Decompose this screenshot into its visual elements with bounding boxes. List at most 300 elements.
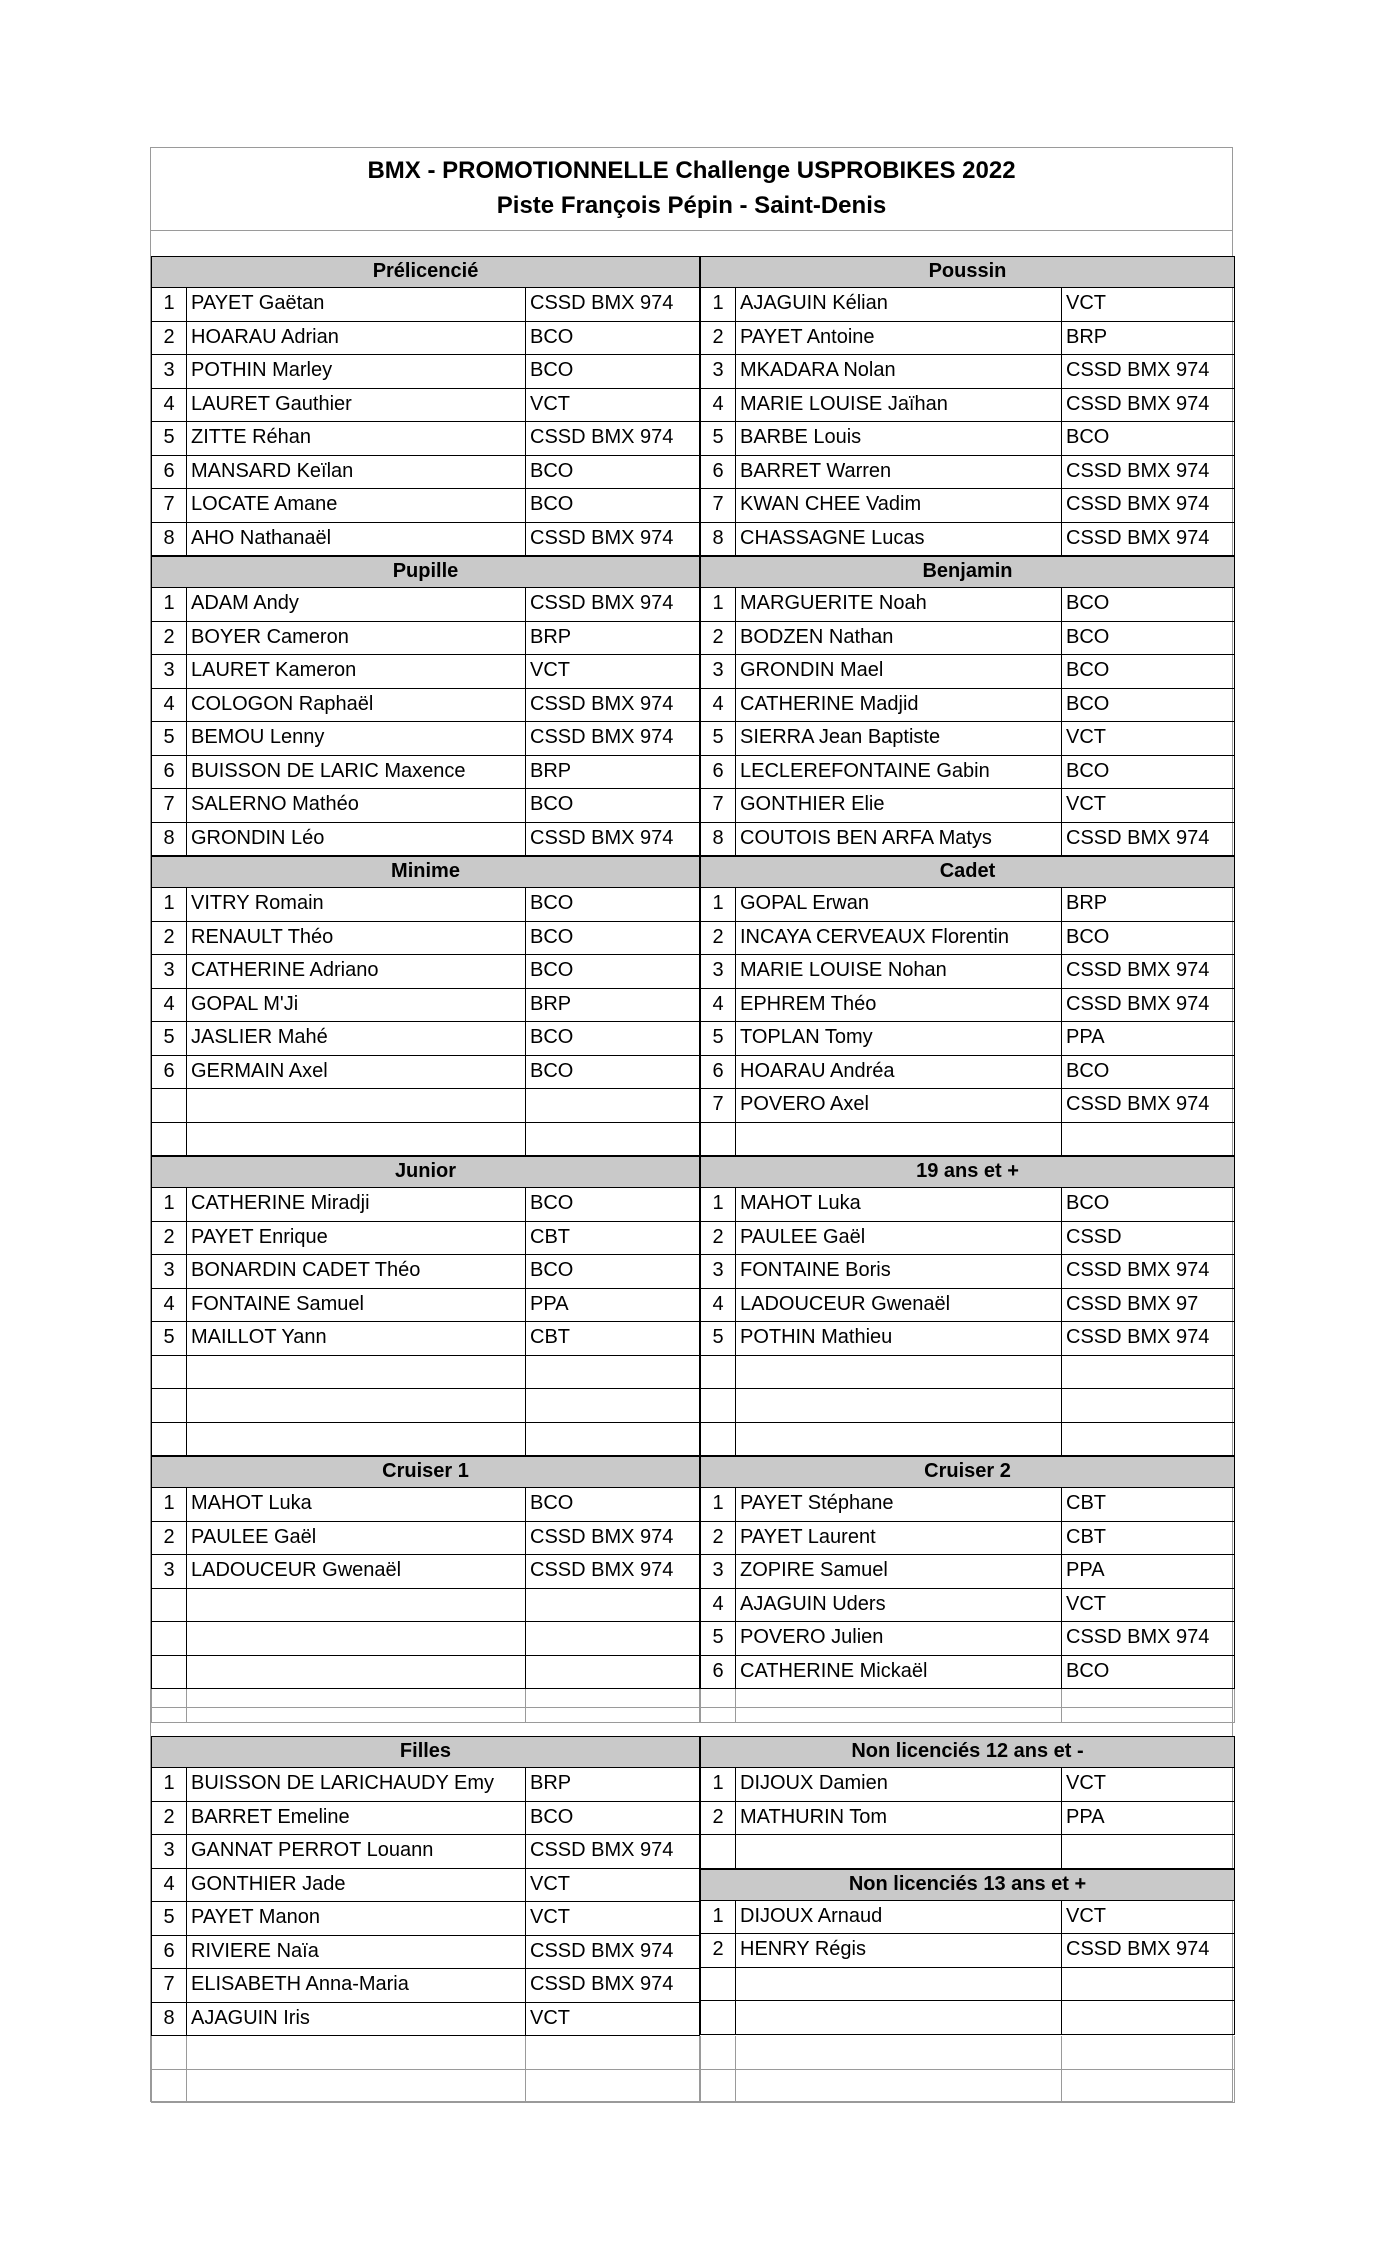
empty-row <box>151 1589 700 1623</box>
empty-row <box>151 2036 700 2070</box>
club-cell: CSSD BMX 974 <box>1066 459 1210 482</box>
club-cell: BCO <box>530 1026 574 1048</box>
rank-cell: 2 <box>152 1222 187 1255</box>
rank-cell <box>152 1589 187 1622</box>
club-cell: VCT <box>530 1872 570 1895</box>
rank-cell: 2 <box>701 1522 736 1555</box>
rider-name-cell: BONARDIN CADET Théo <box>187 1255 526 1288</box>
club-cell: CSSD BMX 974 <box>530 292 674 314</box>
empty-row <box>151 1689 700 1723</box>
empty-row <box>700 1123 1235 1157</box>
club-cell: CSSD BMX 974 <box>530 692 674 715</box>
rank-cell <box>701 1389 736 1422</box>
rank-cell <box>152 1689 187 1722</box>
club-cell: BCO <box>530 325 574 348</box>
club-cell: CSSD BMX 974 <box>1066 1326 1210 1348</box>
rank-cell: 3 <box>701 955 736 988</box>
rank-cell: 7 <box>152 1969 187 2002</box>
table-row <box>700 823 1235 857</box>
club-cell: BCO <box>530 459 574 482</box>
rider-name-cell: BODZEN Nathan <box>736 622 1062 655</box>
table-row <box>700 922 1235 956</box>
rider-name-cell: CHASSAGNE Lucas <box>736 523 1062 556</box>
club-cell: BCO <box>530 1192 574 1214</box>
table-row <box>151 355 700 389</box>
rank-cell <box>152 1356 187 1389</box>
table-row <box>700 1188 1235 1222</box>
rider-name-cell: GRONDIN Léo <box>187 823 526 856</box>
rider-name-cell <box>736 1423 1062 1456</box>
divider <box>151 230 1232 231</box>
club-cell <box>1062 2036 1234 2069</box>
rank-cell: 6 <box>701 756 736 789</box>
club-cell: VCT <box>1066 1592 1106 1615</box>
rank-cell <box>701 1423 736 1456</box>
category-header: 19 ans et + <box>700 1156 1235 1188</box>
rider-name-cell: MAHOT Luka <box>187 1488 526 1521</box>
table-row <box>700 288 1235 322</box>
empty-row <box>700 1423 1235 1457</box>
table-row <box>700 389 1235 423</box>
rank-cell <box>701 1835 736 1868</box>
category-header: Non licenciés 13 ans et + <box>700 1869 1235 1901</box>
rider-name-cell <box>187 1423 526 1456</box>
club-cell: CBT <box>530 1225 570 1248</box>
rider-name-cell: PAYET Manon <box>187 1902 526 1935</box>
empty-row <box>151 2070 700 2104</box>
rank-cell: 5 <box>701 1022 736 1055</box>
empty-row <box>151 1123 700 1157</box>
rider-name-cell: LAURET Kameron <box>187 655 526 688</box>
rider-name-cell: POVERO Axel <box>736 1089 1062 1122</box>
category-header: Filles <box>151 1736 700 1768</box>
page-subtitle: Piste François Pépin - Saint-Denis <box>496 192 887 219</box>
table-row <box>151 288 700 322</box>
rider-name-cell: PAULEE Gaël <box>736 1222 1062 1255</box>
rank-cell: 5 <box>701 1622 736 1655</box>
rank-cell <box>701 1968 736 2001</box>
table-row <box>700 1622 1235 1656</box>
rider-name-cell: COLOGON Raphaël <box>187 689 526 722</box>
table-row <box>151 823 700 857</box>
rank-cell: 2 <box>701 1222 736 1255</box>
rank-cell <box>152 2070 187 2103</box>
club-cell: CSSD BMX 974 <box>1066 359 1210 381</box>
empty-row <box>151 1622 700 1656</box>
rank-cell: 6 <box>701 1656 736 1689</box>
rider-name-cell <box>736 1356 1062 1389</box>
rider-name-cell: POVERO Julien <box>736 1622 1062 1655</box>
table-row <box>700 1555 1235 1589</box>
rank-cell: 1 <box>152 1768 187 1801</box>
table-row <box>151 655 700 689</box>
table-row <box>700 1768 1235 1802</box>
rider-name-cell: BARRET Warren <box>736 456 1062 489</box>
rank-cell: 8 <box>152 523 187 556</box>
rider-name-cell: BARRET Emeline <box>187 1802 526 1835</box>
rank-cell: 5 <box>152 722 187 755</box>
table-row <box>700 588 1235 622</box>
rank-cell: 6 <box>152 1936 187 1969</box>
rider-name-cell <box>187 1622 526 1655</box>
table-row <box>700 355 1235 389</box>
table-row <box>700 756 1235 790</box>
club-cell <box>526 1123 699 1156</box>
club-cell <box>526 1089 699 1122</box>
rider-name-cell <box>187 1123 526 1156</box>
club-cell <box>526 1589 699 1622</box>
rank-cell <box>701 2070 736 2103</box>
rank-cell: 2 <box>152 322 187 355</box>
table-row <box>700 1255 1235 1289</box>
rider-name-cell: AJAGUIN Iris <box>187 2003 526 2036</box>
rank-cell <box>701 2036 736 2069</box>
table-row <box>700 689 1235 723</box>
rank-cell: 1 <box>152 588 187 621</box>
table-row <box>151 1522 700 1556</box>
club-cell: VCT <box>1066 793 1106 815</box>
rank-cell <box>152 1089 187 1122</box>
club-cell <box>526 1389 699 1422</box>
rank-cell <box>152 1123 187 1156</box>
table-row <box>151 1802 700 1836</box>
table-row <box>700 1022 1235 1056</box>
club-cell: BCO <box>530 359 574 381</box>
table-row <box>151 1902 700 1936</box>
empty-row <box>700 1689 1235 1723</box>
rank-cell <box>701 1689 736 1722</box>
rank-cell: 6 <box>701 1056 736 1089</box>
rank-cell: 7 <box>152 789 187 822</box>
rider-name-cell: ZOPIRE Samuel <box>736 1555 1062 1588</box>
rank-cell: 2 <box>701 622 736 655</box>
rank-cell: 1 <box>701 1768 736 1801</box>
rank-cell: 8 <box>701 523 736 556</box>
rider-name-cell: MARIE LOUISE Nohan <box>736 955 1062 988</box>
rank-cell: 2 <box>152 1522 187 1555</box>
rider-name-cell: GRONDIN Mael <box>736 655 1062 688</box>
rank-cell: 5 <box>152 422 187 455</box>
rank-cell: 1 <box>701 1901 736 1934</box>
club-cell <box>1062 1689 1234 1722</box>
rider-name-cell: MANSARD Keïlan <box>187 456 526 489</box>
rider-name-cell <box>736 1835 1062 1868</box>
club-cell: CSSD <box>1066 1225 1122 1248</box>
club-cell: BCO <box>530 959 574 981</box>
rider-name-cell <box>187 2070 526 2103</box>
table-row <box>151 1056 700 1090</box>
rider-name-cell: LECLEREFONTAINE Gabin <box>736 756 1062 789</box>
table-row <box>700 489 1235 523</box>
rider-name-cell <box>736 1123 1062 1156</box>
rider-name-cell: PAYET Antoine <box>736 322 1062 355</box>
results-sheet <box>150 147 1233 2102</box>
rider-name-cell <box>187 1356 526 1389</box>
rank-cell <box>152 1656 187 1689</box>
rank-cell: 2 <box>152 622 187 655</box>
table-row <box>700 1522 1235 1556</box>
club-cell <box>526 2036 699 2069</box>
club-cell: BCO <box>1066 759 1110 782</box>
rider-name-cell: BUISSON DE LARICHAUDY Emy <box>187 1768 526 1801</box>
rider-name-cell <box>736 2070 1062 2103</box>
club-cell: BCO <box>530 925 574 948</box>
rider-name-cell: VITRY Romain <box>187 888 526 921</box>
rider-name-cell <box>736 2001 1062 2034</box>
rank-cell: 3 <box>701 1255 736 1288</box>
table-row <box>700 789 1235 823</box>
rank-cell: 4 <box>152 1289 187 1322</box>
rank-cell: 2 <box>152 1802 187 1835</box>
table-row <box>151 1936 700 1970</box>
rank-cell: 2 <box>701 1802 736 1835</box>
rider-name-cell: POTHIN Mathieu <box>736 1322 1062 1355</box>
rider-name-cell: COUTOIS BEN ARFA Matys <box>736 823 1062 856</box>
rider-name-cell: POTHIN Marley <box>187 355 526 388</box>
rank-cell: 3 <box>152 655 187 688</box>
category-header: Pupille <box>151 556 700 588</box>
divider <box>151 1707 1232 1708</box>
rider-name-cell: BUISSON DE LARIC Maxence <box>187 756 526 789</box>
table-row <box>700 955 1235 989</box>
club-cell: CSSD BMX 974 <box>530 426 674 448</box>
rank-cell: 4 <box>701 689 736 722</box>
rank-cell: 5 <box>701 422 736 455</box>
club-cell: CSSD BMX 974 <box>1066 392 1210 415</box>
club-cell: CSSD BMX 974 <box>1066 826 1210 849</box>
table-row <box>151 955 700 989</box>
table-row <box>151 422 700 456</box>
rank-cell: 7 <box>152 489 187 522</box>
table-row <box>151 1022 700 1056</box>
rider-name-cell: TOPLAN Tomy <box>736 1022 1062 1055</box>
club-cell: BRP <box>530 1772 572 1794</box>
rider-name-cell: AJAGUIN Kélian <box>736 288 1062 321</box>
table-row <box>700 1289 1235 1323</box>
empty-row <box>700 1356 1235 1390</box>
rank-cell: 5 <box>152 1902 187 1935</box>
club-cell: BCO <box>1066 925 1110 948</box>
table-row <box>700 1322 1235 1356</box>
table-row <box>151 389 700 423</box>
rider-name-cell: AJAGUIN Uders <box>736 1589 1062 1622</box>
club-cell: BCO <box>530 1805 574 1828</box>
rank-cell <box>152 1423 187 1456</box>
club-cell <box>1062 1356 1234 1389</box>
table-row <box>700 1056 1235 1090</box>
rank-cell: 6 <box>152 756 187 789</box>
club-cell: BCO <box>530 892 574 914</box>
club-cell: VCT <box>530 659 570 681</box>
rank-cell: 6 <box>152 1056 187 1089</box>
empty-row <box>700 1968 1235 2002</box>
table-row <box>700 989 1235 1023</box>
table-row <box>700 888 1235 922</box>
table-row <box>151 722 700 756</box>
rider-name-cell: DIJOUX Damien <box>736 1768 1062 1801</box>
rank-cell: 3 <box>701 655 736 688</box>
rider-name-cell: PAYET Gaëtan <box>187 288 526 321</box>
table-row <box>700 1656 1235 1690</box>
rider-name-cell <box>187 1089 526 1122</box>
rider-name-cell: CATHERINE Adriano <box>187 955 526 988</box>
rider-name-cell: LADOUCEUR Gwenaël <box>736 1289 1062 1322</box>
table-row <box>700 622 1235 656</box>
table-row <box>700 1488 1235 1522</box>
rider-name-cell: PAULEE Gaël <box>187 1522 526 1555</box>
rider-name-cell <box>736 1389 1062 1422</box>
rider-name-cell: GOPAL Erwan <box>736 888 1062 921</box>
rank-cell: 5 <box>152 1022 187 1055</box>
club-cell: BRP <box>1066 892 1108 914</box>
club-cell: BCO <box>1066 1059 1110 1082</box>
rider-name-cell: GOPAL M'Ji <box>187 989 526 1022</box>
rider-name-cell <box>187 1656 526 1689</box>
club-cell <box>526 1656 699 1689</box>
club-cell: CSSD BMX 974 <box>530 826 674 849</box>
empty-row <box>151 1423 700 1457</box>
club-cell <box>526 2070 699 2103</box>
club-cell: CBT <box>1066 1492 1106 1514</box>
table-row <box>151 1222 700 1256</box>
rider-name-cell: RENAULT Théo <box>187 922 526 955</box>
club-cell: BCO <box>1066 592 1110 614</box>
rider-name-cell <box>187 2036 526 2069</box>
rank-cell: 4 <box>701 389 736 422</box>
rider-name-cell: MATHURIN Tom <box>736 1802 1062 1835</box>
club-cell: BCO <box>530 1259 574 1281</box>
rank-cell: 3 <box>152 355 187 388</box>
club-cell: BCO <box>530 1492 574 1514</box>
rank-cell: 1 <box>701 588 736 621</box>
rider-name-cell: INCAYA CERVEAUX Florentin <box>736 922 1062 955</box>
rider-name-cell: BEMOU Lenny <box>187 722 526 755</box>
empty-row <box>151 1389 700 1423</box>
rider-name-cell: GONTHIER Elie <box>736 789 1062 822</box>
table-row <box>700 1089 1235 1123</box>
club-cell <box>526 1356 699 1389</box>
rider-name-cell: AHO Nathanaël <box>187 523 526 556</box>
club-cell: CSSD BMX 974 <box>1066 992 1210 1015</box>
club-cell: CSSD BMX 974 <box>1066 1626 1210 1648</box>
rider-name-cell: ELISABETH Anna-Maria <box>187 1969 526 2002</box>
club-cell: BRP <box>530 759 572 782</box>
club-cell: CSSD BMX 974 <box>1066 1259 1210 1281</box>
rider-name-cell: PAYET Stéphane <box>736 1488 1062 1521</box>
empty-row <box>700 2070 1235 2104</box>
rider-name-cell: HOARAU Adrian <box>187 322 526 355</box>
table-row <box>151 1969 700 2003</box>
rider-name-cell: MARIE LOUISE Jaïhan <box>736 389 1062 422</box>
club-cell: VCT <box>530 2006 570 2029</box>
club-cell <box>526 1423 699 1456</box>
table-row <box>151 2003 700 2037</box>
table-row <box>151 1255 700 1289</box>
table-row <box>700 1802 1235 1836</box>
rider-name-cell: LOCATE Amane <box>187 489 526 522</box>
rider-name-cell <box>736 1968 1062 2001</box>
rider-name-cell: HOARAU Andréa <box>736 1056 1062 1089</box>
club-cell <box>1062 1423 1234 1456</box>
table-row <box>700 322 1235 356</box>
rank-cell: 3 <box>701 355 736 388</box>
rider-name-cell: LADOUCEUR Gwenaël <box>187 1555 526 1588</box>
rider-name-cell: GANNAT PERROT Louann <box>187 1835 526 1868</box>
table-row <box>700 422 1235 456</box>
rank-cell: 2 <box>701 922 736 955</box>
category-header: Cadet <box>700 856 1235 888</box>
rank-cell: 5 <box>701 722 736 755</box>
rank-cell: 1 <box>701 1488 736 1521</box>
rider-name-cell: RIVIERE Naïa <box>187 1936 526 1969</box>
table-row <box>700 1934 1235 1968</box>
club-cell: BCO <box>1066 1192 1110 1214</box>
club-cell: CSSD BMX 974 <box>530 526 674 549</box>
rank-cell: 3 <box>701 1555 736 1588</box>
rank-cell <box>152 1622 187 1655</box>
table-row <box>151 456 700 490</box>
rank-cell: 5 <box>701 1322 736 1355</box>
rank-cell: 6 <box>701 456 736 489</box>
rider-name-cell: ADAM Andy <box>187 588 526 621</box>
rider-name-cell: HENRY Régis <box>736 1934 1062 1967</box>
rider-name-cell: CATHERINE Miradji <box>187 1188 526 1221</box>
rank-cell <box>152 1389 187 1422</box>
club-cell: VCT <box>1066 726 1106 748</box>
club-cell <box>1062 1968 1234 2001</box>
rider-name-cell: DIJOUX Arnaud <box>736 1901 1062 1934</box>
rank-cell: 1 <box>152 888 187 921</box>
rank-cell <box>701 1356 736 1389</box>
table-row <box>151 489 700 523</box>
rider-name-cell: BARBE Louis <box>736 422 1062 455</box>
table-row <box>151 689 700 723</box>
rider-name-cell: PAYET Enrique <box>187 1222 526 1255</box>
rank-cell: 1 <box>701 288 736 321</box>
club-cell: CSSD BMX 974 <box>530 1973 674 1995</box>
rank-cell: 2 <box>701 1934 736 1967</box>
table-row <box>151 989 700 1023</box>
table-row <box>151 523 700 557</box>
club-cell: CBT <box>530 1326 570 1348</box>
rank-cell: 2 <box>152 922 187 955</box>
club-cell: CSSD BMX 974 <box>530 1839 674 1861</box>
table-row <box>151 322 700 356</box>
rank-cell: 1 <box>701 1188 736 1221</box>
club-cell: PPA <box>530 1292 569 1315</box>
club-cell: CSSD BMX 974 <box>1066 959 1210 981</box>
rider-name-cell: CATHERINE Madjid <box>736 689 1062 722</box>
club-cell: BCO <box>530 1059 574 1082</box>
club-cell <box>526 1622 699 1655</box>
club-cell: BRP <box>530 992 572 1015</box>
page-title: BMX - PROMOTIONNELLE Challenge USPROBIKES 2022 <box>367 157 1016 184</box>
rank-cell: 8 <box>701 823 736 856</box>
club-cell: BCO <box>1066 426 1110 448</box>
club-cell <box>526 1689 699 1722</box>
empty-row <box>700 2001 1235 2035</box>
rider-name-cell: MAILLOT Yann <box>187 1322 526 1355</box>
table-row <box>151 922 700 956</box>
rank-cell <box>152 2036 187 2069</box>
empty-row <box>151 1656 700 1690</box>
rider-name-cell <box>187 1689 526 1722</box>
table-row <box>151 888 700 922</box>
rank-cell: 4 <box>701 989 736 1022</box>
club-cell <box>1062 2001 1234 2034</box>
club-cell <box>1062 1835 1234 1868</box>
rider-name-cell: MARGUERITE Noah <box>736 588 1062 621</box>
